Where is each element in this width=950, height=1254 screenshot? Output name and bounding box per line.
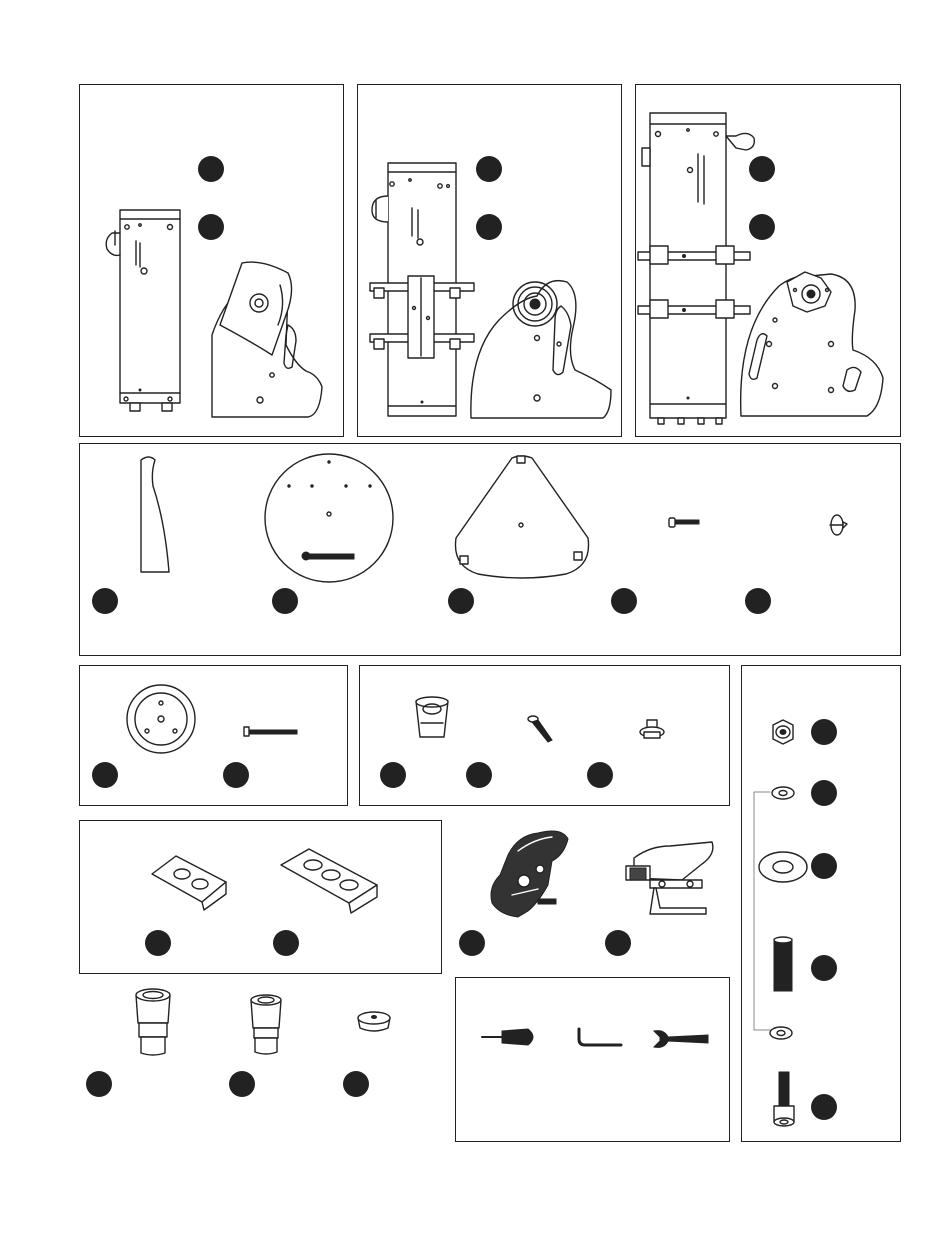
callout-marker: [466, 762, 492, 788]
callout-marker: [198, 156, 224, 182]
callout-marker: [448, 588, 474, 614]
callout-marker: [611, 588, 637, 614]
red-dot-finder: [620, 838, 720, 920]
callout-marker: [92, 762, 118, 788]
knob: [638, 718, 668, 746]
eyepiece-large: [130, 985, 176, 1060]
wood-screw: [526, 714, 558, 744]
dust-cap: [354, 1008, 394, 1036]
callout-marker: [272, 588, 298, 614]
finderscope-bracket: [478, 825, 578, 920]
optical-tube-medium: [362, 158, 472, 423]
callout-marker: [811, 780, 837, 806]
bolt: [770, 1068, 800, 1130]
triangle-base-board: [450, 452, 595, 582]
callout-marker: [811, 853, 837, 879]
dobsonian-base-medium: [465, 272, 615, 422]
dobsonian-base-small: [200, 255, 330, 420]
callout-marker: [476, 156, 502, 182]
callout-marker: [198, 214, 224, 240]
callout-marker: [811, 955, 837, 981]
panel-eyepiece-racks: [79, 820, 442, 974]
callout-marker: [86, 1071, 112, 1097]
foot: [412, 695, 452, 743]
bearing-disk: [125, 683, 200, 758]
callout-marker: [223, 762, 249, 788]
wrench-icon: [650, 1027, 712, 1051]
hardware-grouping-bracket: [750, 790, 775, 1035]
rack-3-hole: [277, 845, 382, 915]
rack-2-hole: [148, 852, 230, 912]
callout-marker: [811, 719, 837, 745]
callout-marker: [745, 588, 771, 614]
hex-key-icon: [575, 1025, 625, 1051]
callout-marker: [145, 930, 171, 956]
screw: [665, 516, 705, 530]
callout-marker: [605, 930, 631, 956]
callout-marker: [380, 762, 406, 788]
panel-bearing-parts: [79, 665, 348, 806]
callout-marker: [343, 1071, 369, 1097]
callout-marker: [476, 214, 502, 240]
nylock-nut: [768, 717, 798, 747]
dobsonian-base-large: [735, 268, 890, 420]
side-panel: [135, 452, 185, 577]
callout-marker: [229, 1071, 255, 1097]
callout-marker: [811, 1094, 837, 1120]
optical-tube-small: [100, 205, 190, 420]
eyepiece-small: [245, 990, 287, 1058]
long-screw: [242, 725, 302, 739]
fastener: [827, 512, 851, 538]
callout-marker: [273, 930, 299, 956]
callout-marker: [92, 588, 118, 614]
panel-tools: [455, 977, 730, 1142]
callout-marker: [459, 930, 485, 956]
callout-marker: [587, 762, 613, 788]
screwdriver-icon: [478, 1025, 543, 1049]
round-base-board: [262, 452, 397, 587]
